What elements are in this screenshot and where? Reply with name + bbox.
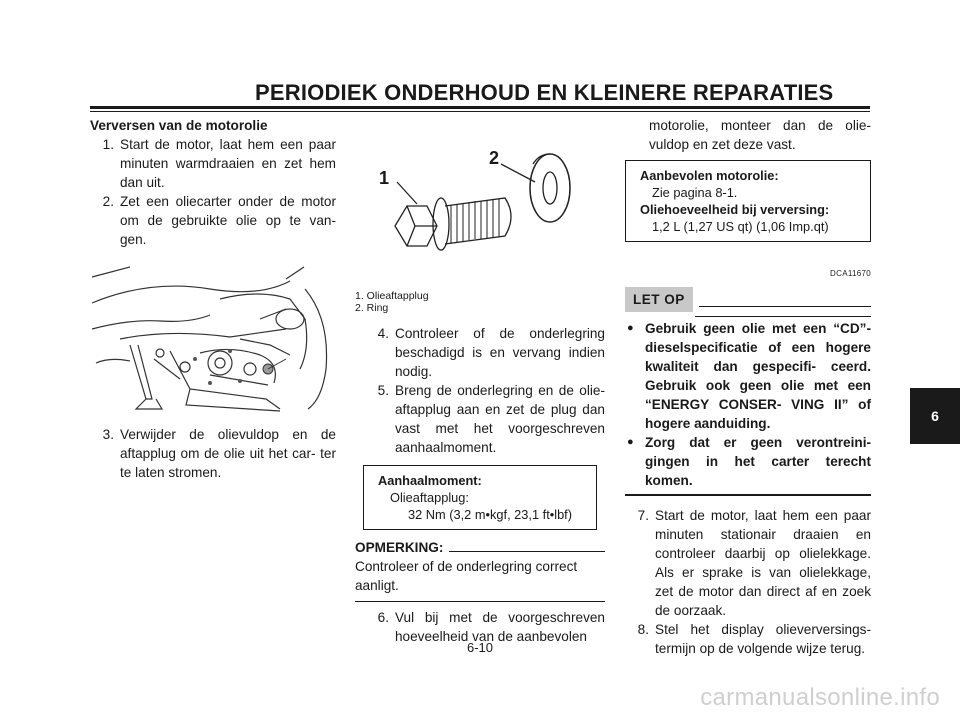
torque-value: 32 Nm (3,2 m•kgf, 23,1 ft•lbf) [408, 507, 573, 522]
note-rule [449, 551, 605, 552]
page-header-title: PERIODIEK ONDERHOUD EN KLEINERE REPARATIES [255, 80, 834, 105]
caution-bullet-1 [625, 319, 871, 433]
step-number: 4. [377, 326, 389, 341]
column-right [625, 116, 871, 658]
drain-plug-figure [355, 140, 595, 290]
step-8 [625, 620, 871, 658]
engine-drain-illustration [90, 259, 336, 415]
chapter-tab: 6 [910, 388, 960, 444]
step-3 [90, 425, 336, 482]
bullet-text: Zorg dat er geen verontreini- gingen in het carter terecht komen. [645, 435, 871, 488]
step-1 [90, 135, 336, 192]
oil-value: Zie pagina 8-1. [652, 185, 738, 200]
page-number: 6-10 [466, 640, 494, 655]
step-number: 3. [102, 427, 114, 442]
figure-caption-2: 2. Ring [355, 302, 389, 314]
note-text: Controleer of de onderlegring correct aanligt. [355, 559, 578, 593]
step-text: Controleer of de onderlegring beschadigd is en vervang indien nodig. [395, 326, 605, 379]
column-middle [355, 290, 605, 646]
note-label: OPMERKING: [355, 540, 444, 555]
step-5 [355, 381, 605, 457]
torque-spec-box [363, 465, 597, 530]
oil-quantity-title: Oliehoeveelheid bij verversing: [640, 202, 830, 217]
figure-label-2: 2 [489, 148, 500, 168]
step-text: Start de motor, laat hem een paar minuten stationair draaien en controleer daarbij op olielekkage. Als er sprake is van olielekkage, zet de motor dan direct af en zoek de oorzaak. [655, 508, 871, 618]
step-text: Start de motor, laat hem een paar minuten warmdraaien en zet hem dan uit. [120, 137, 336, 190]
watermark: carmanualsonline.info [700, 684, 940, 711]
step-number: 8. [637, 622, 649, 637]
bullet-dot: ● [627, 322, 634, 334]
step-text: Breng de onderlegring en de olie- aftapplug aan en zet de plug dan vast met het voorgeschreven aanhaalmoment. [395, 383, 605, 455]
torque-title: Aanhaalmoment: [378, 473, 482, 488]
continued-text: motorolie, monteer dan de olie- vuldop en zet deze vast. [649, 118, 871, 152]
figure-label-1: 1 [379, 168, 390, 188]
bullet-text: Gebruik geen olie met een “CD”-dieselspecificatie of een hogere kwaliteit dan gespecifi- ceerd. Gebruik ook geen olie met een “ENERGY CONSER- VING II” of hogere aanduiding. [645, 321, 871, 431]
caution-top-rule [695, 316, 871, 317]
oil-spec-box [625, 160, 871, 242]
step-number: 7. [637, 508, 649, 523]
step-2 [90, 192, 336, 249]
bullet-dot: ● [627, 436, 634, 448]
step-number: 6. [377, 610, 389, 625]
torque-item: Olieaftapplug: [390, 490, 469, 505]
step-number: 2. [102, 194, 114, 209]
figure-caption-1: 1. Olieaftapplug [355, 290, 429, 302]
step-text: Stel het display olieverversings- termijn op de volgende wijze terug. [655, 622, 871, 656]
step-number: 1. [102, 137, 114, 152]
step-text: Verwijder de olievuldop en de aftapplug om de olie uit het car- ter te laten stromen. [120, 427, 336, 480]
caution-label: LET OP [625, 287, 693, 312]
note-heading [355, 538, 605, 557]
oil-quantity-value: 1,2 L (1,27 US qt) (1,06 Imp.qt) [652, 219, 829, 234]
column-left [90, 116, 336, 482]
caution-code: DCA11670 [830, 269, 871, 278]
section-heading: Verversen van de motorolie [90, 118, 268, 133]
step-7 [625, 506, 871, 620]
caution-bullet-2 [625, 433, 871, 490]
oil-title: Aanbevolen motorolie: [640, 168, 779, 183]
header-rule-thin [90, 111, 870, 112]
caution-heading [625, 287, 871, 312]
caution-rule [699, 306, 871, 307]
header-rule [90, 106, 870, 109]
step-number: 5. [377, 383, 389, 398]
step-text: Vul bij met de voorgeschreven hoeveelheid van de aanbevolen [395, 610, 605, 644]
step-text: Zet een oliecarter onder de motor om de gebruikte olie op te van- gen. [120, 194, 336, 247]
step-4 [355, 324, 605, 381]
